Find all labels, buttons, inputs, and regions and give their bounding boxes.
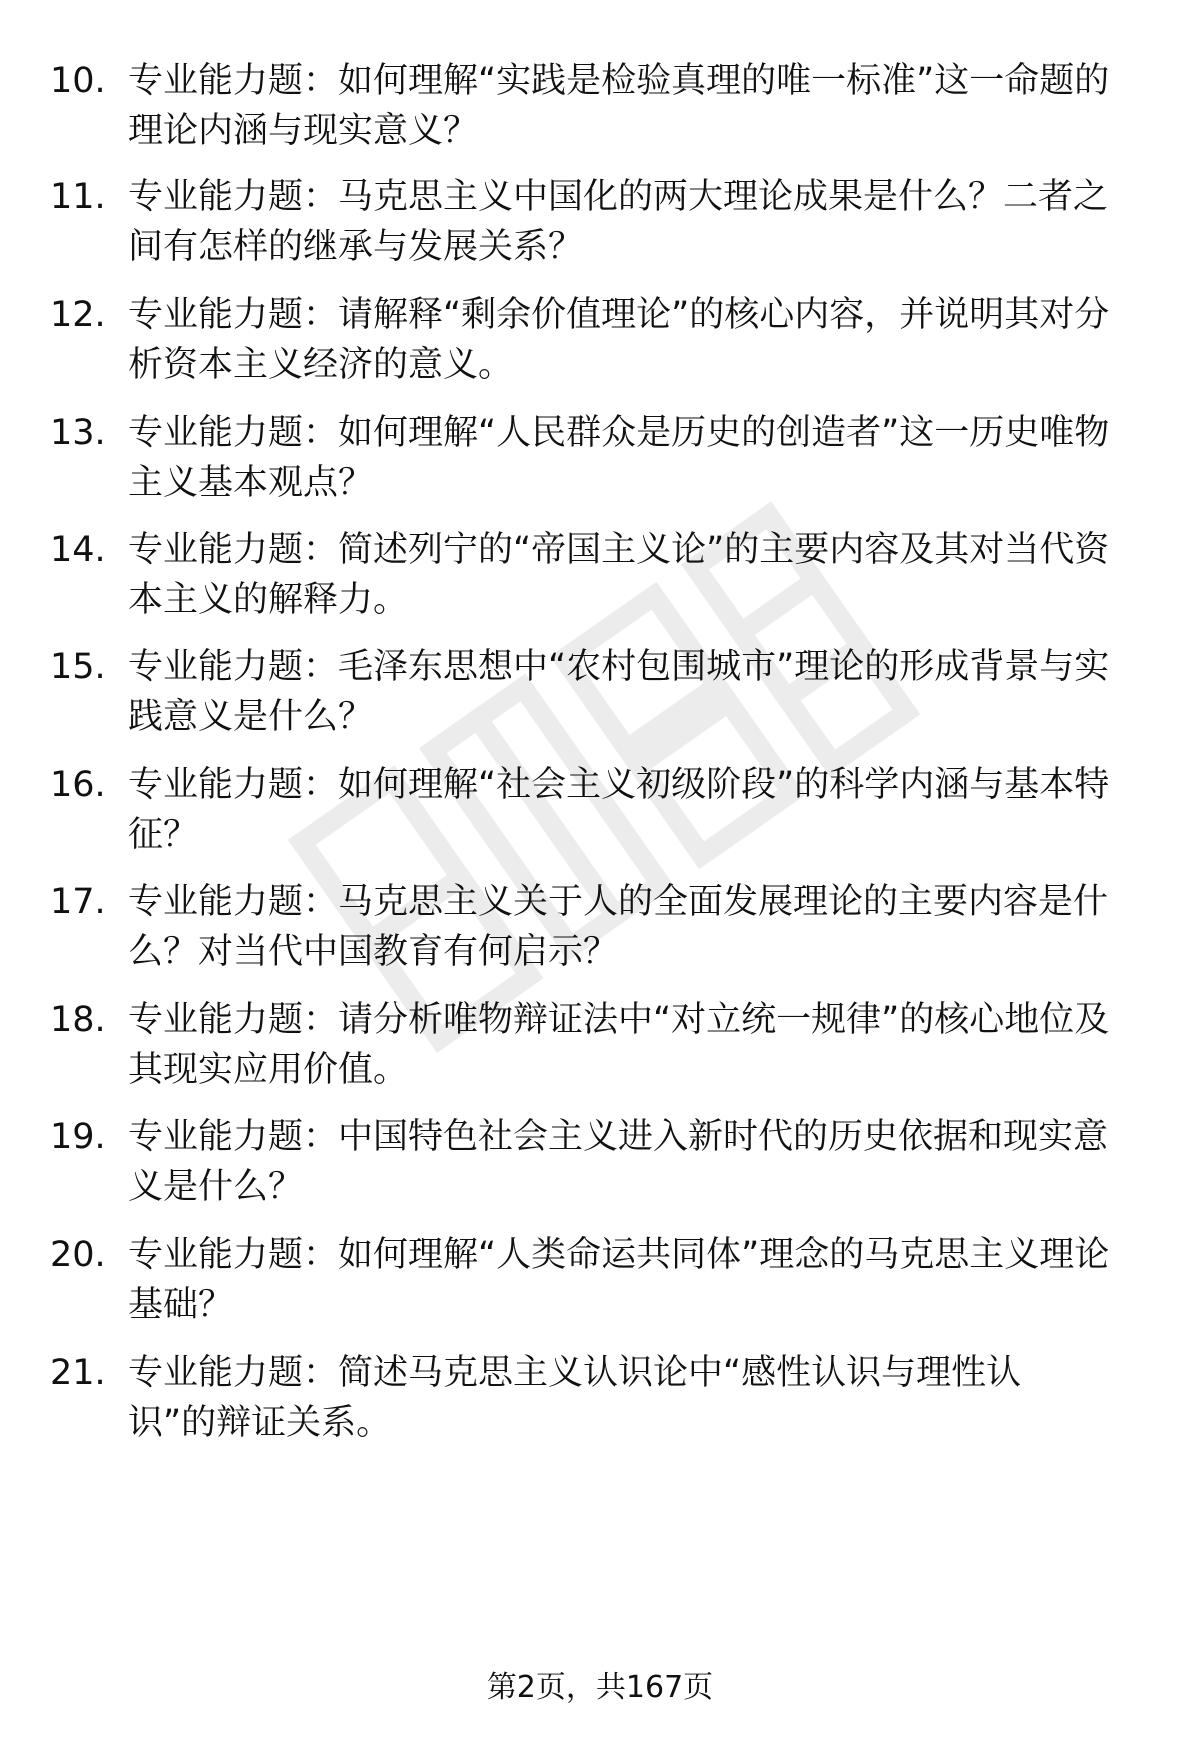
- question-number: 15.: [50, 647, 106, 687]
- question-text: 专业能力题：请分析唯物辩证法中“对立统一规律”的核心地位及其现实应用价值。: [128, 1000, 1110, 1090]
- question-text: 专业能力题：毛泽东思想中“农村包围城市”理论的形成背景与实践意义是什么？: [128, 647, 1110, 737]
- question-text: 专业能力题：如何理解“人类命运共同体”理念的马克思主义理论基础？: [128, 1235, 1110, 1325]
- question-text: 专业能力题：简述马克思主义认识论中“感性认识与理性认识”的辩证关系。: [128, 1353, 1022, 1443]
- question-text: 专业能力题：马克思主义中国化的两大理论成果是什么？二者之间有怎样的继承与发展关系？: [128, 177, 1109, 267]
- question-number: 20.: [50, 1235, 106, 1275]
- question-text: 专业能力题：请解释“剩余价值理论”的核心内容，并说明其对分析资本主义经济的意义。: [128, 295, 1110, 385]
- question-text: 专业能力题：如何理解“实践是检验真理的唯一标准”这一命题的理论内涵与现实意义？: [128, 61, 1110, 151]
- question-number: 17.: [50, 882, 106, 922]
- question-number: 18.: [50, 1000, 106, 1040]
- question-number: 11.: [50, 177, 106, 217]
- question-text: 专业能力题：简述列宁的“帝国主义论”的主要内容及其对当代资本主义的解释力。: [128, 530, 1110, 620]
- question-text: 专业能力题：如何理解“人民群众是历史的创造者”这一历史唯物主义基本观点？: [128, 413, 1110, 503]
- question-text: 专业能力题：中国特色社会主义进入新时代的历史依据和现实意义是什么？: [128, 1117, 1109, 1207]
- question-number: 14.: [50, 530, 106, 570]
- question-number: 13.: [50, 413, 106, 453]
- question-text: 专业能力题：如何理解“社会主义初级阶段”的科学内涵与基本特征？: [128, 765, 1110, 855]
- question-number: 16.: [50, 765, 106, 805]
- question-text: 专业能力题：马克思主义关于人的全面发展理论的主要内容是什么？对当代中国教育有何启示？: [128, 882, 1109, 972]
- question-number: 21.: [50, 1353, 106, 1393]
- page-footer: 第2页，共167页: [486, 1670, 714, 1705]
- question-number: 12.: [50, 295, 106, 335]
- question-number: 19.: [50, 1117, 106, 1157]
- question-number: 10.: [50, 61, 106, 101]
